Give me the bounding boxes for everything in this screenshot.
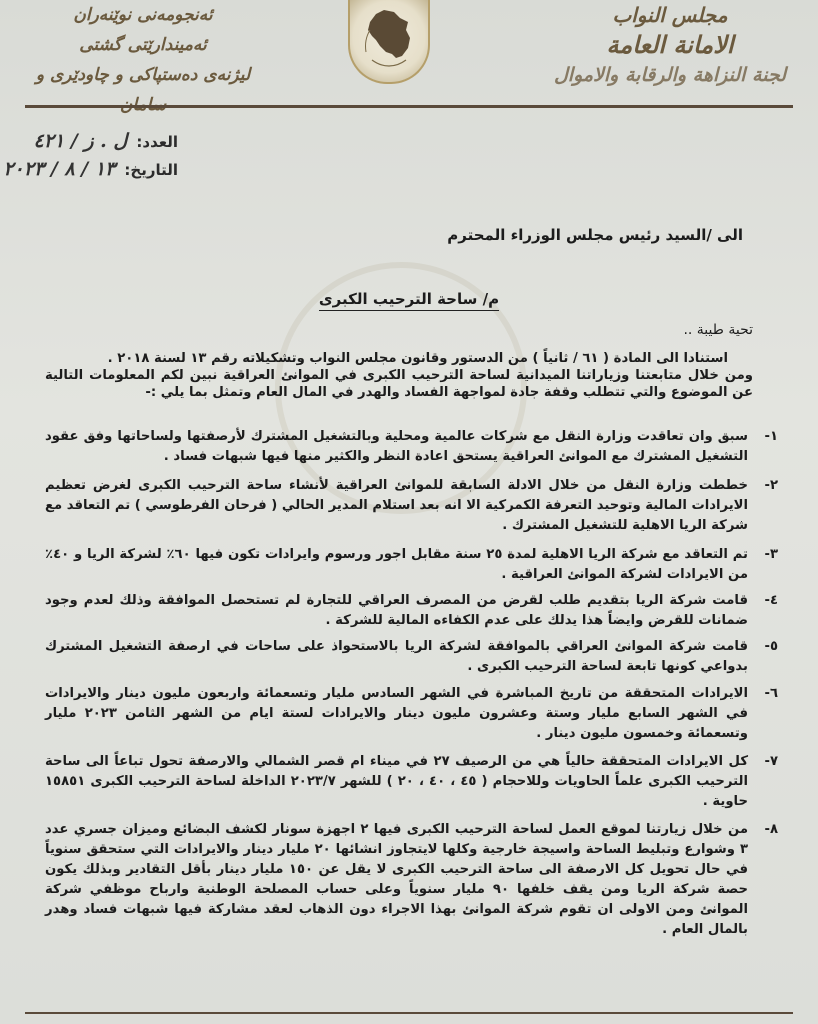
item-text: الايرادات المتحققة من تاريخ المباشرة في الشهر السادس مليار وتسعمائة واربعون مليون دينار والايرادات في الشهر السابع مليار وستة وعشرون مليون دينار والايرادات لستة ايام من الشهر الثامن ٢٠٢٣ مليار وتسعمائة وخمسون مليون دينار . [45, 686, 748, 741]
number-value: ل . ز / ٤٢١ [33, 130, 128, 152]
item-number: ٥- [764, 639, 778, 654]
intro-paragraph [45, 350, 753, 401]
emblem [348, 0, 430, 84]
number-label: العدد: [136, 133, 178, 151]
item-text: كل الايرادات المتحققة حالياً هي من الرصيف ٢٧ في ميناء ام قصر الشمالي والارصفة تحول تباعاً الى ساحة الترحيب الكبرى علماً الحاويات وللاحجام ( ٤٥ ، ٤٠ ، ٢٠ ) للشهر ٢٠٢٣/٧ الداخلة لساحة الترحيب الكبرى ١٥٨٥١ حاوية . [45, 754, 748, 809]
iraq-map-emblem-icon [350, 0, 428, 82]
item-number: ١- [764, 429, 778, 444]
header-divider [25, 105, 793, 108]
item-text: سبق وان تعاقدت وزارة النقل مع شركات عالمية ومحلية وبالتشغيل المشترك لأرصفتها ولساحاتها وفق عقود التشغيل المشترك مع الموانئ العراقية يستحق اعادة النظر والكثير منها فيها شبهات فساد . [45, 429, 748, 464]
item-number: ٣- [764, 547, 778, 562]
list-item [45, 427, 778, 467]
header-left [28, 0, 258, 120]
date-value: ١٣ / ٨ / ٢٠٢٣ [3, 158, 116, 180]
greeting: تحية طيبة .. [683, 322, 753, 338]
item-number: ٦- [764, 686, 778, 701]
subject-line [0, 290, 818, 308]
addressee: الى /السيد رئيس مجلس الوزراء المحترم [447, 226, 743, 244]
subject-text: م/ ساحة الترحيب الكبرى [319, 290, 499, 311]
header-right-line-1: مجلس النواب [612, 3, 728, 27]
header-left-line-2: ئەمیندارێتی گشتی [79, 35, 207, 55]
list-item [45, 591, 778, 631]
item-text: من خلال زيارتنا لموقع العمل لساحة الترحيب الكبرى فيها ٢ اجهزة سونار لكشف البضائع وميزان جسري عدد ٣ وشوارع وتبليط الساحة واسيجة خارجية وكلها لايتجاوز انشائها ٢٠ مليار دينار والايرادات التي ستحقق سنوياً في حال تحويل كل الارصفة الى ساحة الترحيب الكبرى لا يقل عن ١٥٠ مليار دينار بأقل التقادير وبذلك يكون حصة شركة الريا ومن يقف خلفها ٩٠ مليار سنوياً وعلى حساب المصلحة الوطنية وارباح موظفي شركة الموانئ ومن الاولى ان تقوم شركة الموانئ بهذا الاجراء دون الذهاب لعقد مشاركة فيها شبهات فساد وهدر بالمال العام . [45, 822, 749, 937]
item-text: تم التعاقد مع شركة الريا الاهلية لمدة ٢٥ سنة مقابل اجور ورسوم وايرادات تكون فيها ٦٠٪ لشركة الريا و ٤٠٪ من الايرادات لشركة الموانئ العراقية . [45, 547, 748, 582]
list-item [45, 476, 778, 536]
footer-divider [25, 1012, 793, 1014]
list-item [45, 820, 778, 940]
item-text: قامت شركة الريا بتقديم طلب لقرض من المصرف العراقي للتجارة لم تستحصل الموافقة وذلك لعدم وجود ضمانات للقرض وايضاً هذا يدلك على عدم الكفاءه المالية للشركة . [45, 593, 748, 628]
reference-date [0, 158, 178, 186]
list-item [45, 684, 778, 744]
reference-block [0, 130, 178, 186]
item-number: ٨- [764, 822, 778, 837]
date-label: التاريخ: [124, 161, 178, 179]
item-text: قامت شركة الموانئ العراقي بالموافقة لشركة الريا بالاستحواذ على ساحات في ارصفة التشغيل المشترك بدواعي كونها تابعة لساحة الترحيب الكبرى . [45, 639, 748, 674]
reference-number [0, 130, 178, 158]
item-number: ٢- [764, 478, 778, 493]
header-left-line-1: ئەنجومەنی نوێنەران [73, 5, 213, 25]
header-right [550, 0, 790, 90]
header-left-line-3: لیژنەی دەستپاکی و چاودێری و [35, 65, 251, 85]
item-number: ٤- [764, 593, 778, 608]
header-right-line-3: لجنة النزاهة والرقابة والاموال [553, 64, 787, 86]
item-number: ٧- [764, 754, 778, 769]
intro-line-1: استنادا الى المادة ( ٦١ / ثانياً ) من الدستور وقانون مجلس النواب وتشكيلاته رقم ١٣ لسنة ٢٠١٨ . [107, 351, 728, 366]
header-right-line-2: الامانة العامة [606, 30, 734, 59]
item-text: خططت وزارة النقل من خلال الادلة السابقة للموانئ العراقية لأنشاء ساحة الترحيب الكبرى لغرض تعظيم الايرادات المالية وتوحيد التعرفة الكمركية الا انه بعد استلام المدير الحالي ( فرحان الفرطوسي ) تم التعاقد مع شركة الريا الاهلية للتشغيل المشترك . [45, 478, 748, 533]
list-item [45, 752, 778, 812]
list-item [45, 545, 778, 585]
intro-line-2: ومن خلال متابعتنا وزياراتنا الميدانية لساحة الترحيب الكبرى في الموانئ العراقية نبين لكم المعلومات التالية عن الموضوع والتي تتطلب وقفة جادة لمواجهة الفساد والهدر في المال العام وتمثل بما يلي :- [45, 368, 753, 400]
list-item [45, 637, 778, 677]
